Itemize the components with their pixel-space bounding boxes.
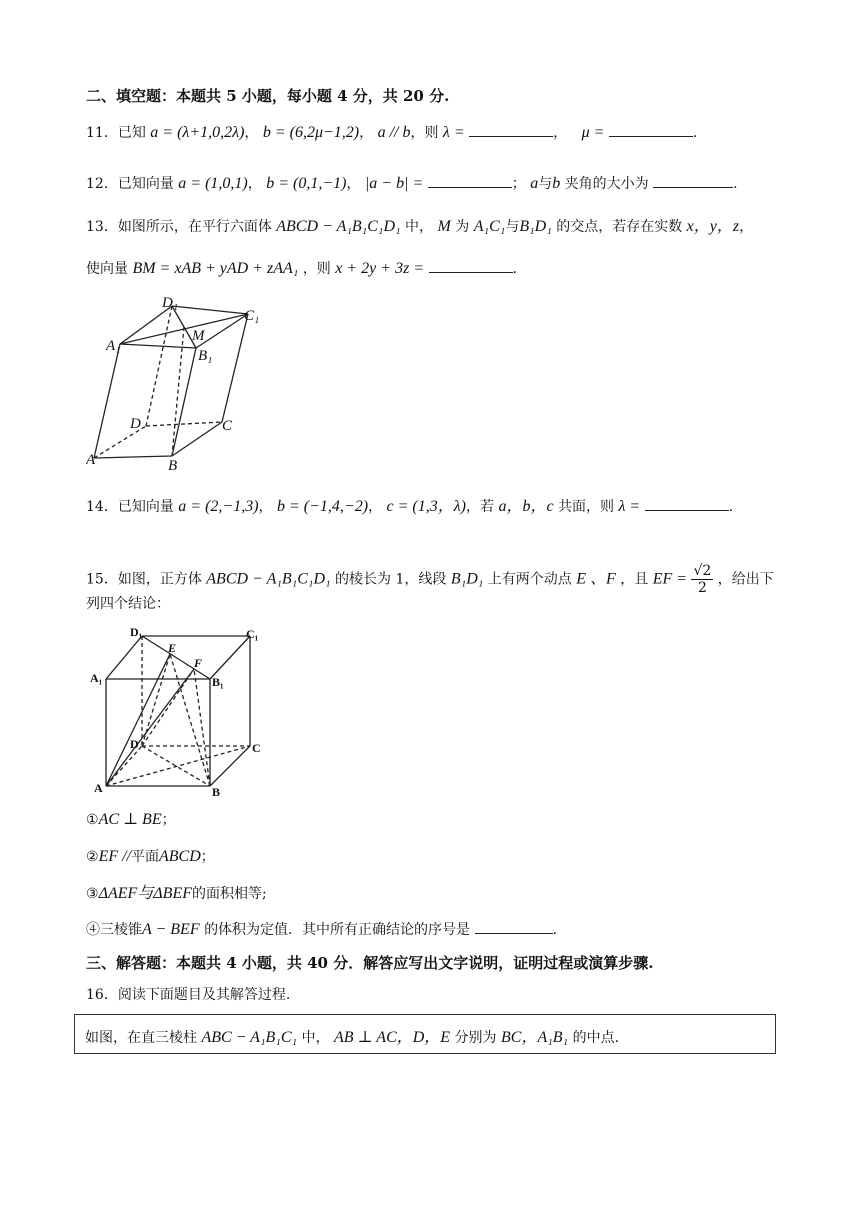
label-a: A (94, 781, 103, 795)
q13-dot: . (512, 261, 517, 277)
c1-end: ； (161, 812, 176, 828)
q13-b1d1: B₁D₁ (519, 218, 552, 235)
q12-vector-b: b = (0,1,−1) (266, 175, 347, 192)
q15-ef-eq: EF = (652, 570, 688, 588)
c1-formula: AC ⊥ BE (98, 811, 162, 828)
label-c: C (222, 418, 233, 434)
q12-angle-text: 夹角的大小为 (564, 176, 649, 192)
question-13-line-2 (86, 258, 517, 279)
q11-then: ，则 (410, 125, 439, 141)
conclusion-1 (86, 810, 176, 830)
q15-edge-text: 的棱长为 1，线段 (335, 571, 447, 588)
q14-dot: . (728, 499, 734, 515)
q11-lambda-blank[interactable] (469, 122, 553, 137)
label-b1: B₁ (212, 675, 224, 689)
q15-and: ，且 (620, 571, 649, 588)
q14-coplanar: 共面，则 (558, 499, 614, 515)
segment-d-e-hidden (142, 654, 170, 746)
label-d1: D₁ (162, 296, 179, 311)
label-a: A (86, 452, 96, 468)
label-a1: A₁ (106, 338, 121, 354)
label-d: D (130, 416, 141, 432)
c2-formula: EF // (98, 848, 131, 865)
box-solid: ABC − A₁B₁C₁ (201, 1029, 298, 1046)
q12-difference-blank[interactable] (428, 173, 512, 188)
q14-vector-a: a = (2,−1,3) (178, 498, 259, 515)
label-b: B (212, 785, 221, 799)
c3-number: ③ (86, 886, 99, 902)
c4-end: 的体积为定值．其中所有正确结论的序号是 (204, 922, 471, 938)
q11-mu-blank[interactable] (609, 122, 693, 137)
cube-figure (90, 624, 270, 802)
q13-then: ，则 (302, 261, 331, 277)
c2-plane: 平面 (131, 849, 159, 865)
c3-formula: ΔAEF与ΔBEF (98, 885, 192, 902)
edge-a-d-hidden (106, 746, 142, 786)
section-3-heading: 三、解答题：本题共 4 小题，共 40 分．解答应写出文字说明，证明过程或演算步骤. (86, 954, 654, 972)
question-12: 12．已知向量 a = (1,0,1)， b = (0,1,−1)， |a − b| = ； a与b 夹角的大小为 . (86, 175, 738, 192)
parallelepiped-figure (86, 296, 276, 476)
q11-condition: a // b (377, 124, 411, 141)
c1-number: ① (86, 812, 99, 828)
segment-b-f-hidden (194, 669, 210, 786)
q13-a1c1: A₁C₁ (473, 218, 506, 235)
q14-vector-c: c = (1,3，λ) (386, 498, 466, 515)
box-end: 的中点. (572, 1030, 620, 1046)
q13-variables: x，y，z (686, 218, 740, 235)
problem-box (74, 1014, 776, 1054)
c4-dot: . (552, 922, 557, 938)
q13-mid: 中， (405, 219, 434, 235)
q14-blank[interactable] (645, 496, 729, 511)
c2-end: ； (200, 849, 215, 865)
box-pre: 如图，在直三棱柱 (85, 1030, 197, 1046)
box-perpendicular: AB ⊥ AC，D，E (334, 1029, 451, 1046)
q11-vector-b: b = (6,2μ−1,2) (262, 124, 360, 141)
edge-b-c (172, 422, 222, 456)
q13-and: 与 (505, 219, 520, 235)
label-f: F (194, 656, 203, 670)
box-seg-pre: 分别为 (454, 1030, 497, 1046)
q13-prefix: 13．如图所示，在平行六面体 (86, 219, 272, 235)
edge-a-b (94, 456, 172, 458)
label-b: B (168, 458, 178, 474)
q15-fraction-denominator: 2 (697, 580, 707, 596)
q15-blank[interactable] (475, 919, 553, 934)
question-11: 11．已知 a = (λ+1,0,2λ)， b = (6,2μ−1,2)， a // b，则 λ = ， μ = . (86, 124, 698, 141)
q15-e-f: E 、F (576, 570, 616, 588)
q14-vector-b: b = (−1,4,−2) (276, 498, 369, 515)
label-c: C (252, 741, 261, 755)
edge-a1-b1 (120, 344, 196, 348)
q13-sum: x + 2y + 3z = (335, 260, 425, 277)
q13-blank[interactable] (429, 258, 513, 273)
q14-prefix: 14．已知向量 (86, 499, 174, 515)
q12-vector-a: a = (1,0,1) (178, 175, 248, 192)
q14-vectors: a，b，c (498, 498, 554, 515)
label-d1: D₁ (130, 625, 143, 639)
label-b1: B₁ (198, 348, 213, 364)
q15-segment: B₁D₁ (450, 570, 484, 588)
q13-intersection-text: 的交点，若存在实数 (556, 219, 683, 235)
q13-vector-text: 使向量 (86, 261, 128, 277)
q13-expression: BM = xAB + yAD + zAA₁ (132, 260, 299, 277)
edge-d1-c1 (172, 306, 248, 314)
edge-c1-b1 (210, 636, 250, 679)
q14-lambda-label: λ = (618, 498, 641, 515)
q11-prefix: 11．已知 (86, 125, 146, 141)
c2-abcd: ABCD (159, 848, 201, 865)
label-m: M (192, 328, 205, 344)
q12-angle-blank[interactable] (653, 173, 733, 188)
q14-if: ，若 (465, 499, 494, 515)
edge-b1-b (172, 348, 196, 456)
label-d: D (130, 737, 139, 751)
q15-solid: ABCD − A₁B₁C₁D₁ (206, 570, 331, 588)
q13-solid: ABCD − A₁B₁C₁D₁ (276, 218, 401, 235)
c4-number: ④三棱锥 (86, 922, 142, 938)
question-13-line-1: 13．如图所示，在平行六面体 ABCD − A₁B₁C₁D₁ 中， M 为 A₁C₁与B₁D₁ 的交点，若存在实数 x，y，z， (86, 218, 754, 235)
q13-m: M (437, 218, 451, 235)
conclusion-4 (86, 919, 557, 940)
question-15-line-2: 列四个结论： (86, 596, 170, 612)
conclusion-2 (86, 847, 215, 867)
label-c1: C₁ (244, 308, 260, 324)
q13-is: 为 (455, 219, 470, 235)
diagonal-a-c-hidden (106, 746, 250, 786)
edge-c1-c (222, 314, 248, 422)
c2-number: ② (86, 849, 99, 865)
section-2-heading: 二、填空题：本题共 5 小题，每小题 4 分，共 20 分. (86, 87, 450, 105)
q11-lambda-label: λ = (442, 124, 465, 141)
box-mid: 中， (301, 1030, 330, 1046)
segment-a-e (106, 654, 170, 786)
q11-dot: . (692, 125, 698, 141)
c4-formula: A − BEF (142, 921, 200, 938)
edge-d1-d-hidden (146, 306, 172, 426)
q11-vector-a: a = (λ+1,0,2λ) (150, 124, 245, 141)
question-16: 16．阅读下面题目及其解答过程. (86, 987, 291, 1003)
q15-fraction-numerator: √2 (693, 563, 712, 579)
q12-b-symbol: b (552, 175, 561, 192)
box-segments: BC，A₁B₁ (501, 1029, 569, 1046)
question-15-line-1 (86, 563, 774, 596)
q12-a-symbol: a (530, 175, 539, 192)
edge-a1-a (94, 344, 120, 458)
question-14: 14．已知向量 a = (2,−1,3)， b = (−1,4,−2)， c = (1,3，λ)，若 a，b，c 共面，则 λ = . (86, 498, 734, 515)
q15-points-text: 上有两个动点 (487, 571, 572, 588)
label-e: E (168, 641, 177, 655)
label-a1: A₁ (90, 671, 103, 685)
label-c1: C₁ (246, 627, 259, 641)
q12-difference: |a − b| = (364, 175, 424, 192)
conclusion-3 (86, 884, 267, 904)
q15-tail: ，给出下 (717, 571, 774, 588)
q15-fraction (691, 563, 713, 596)
q12-semicolon: ； (511, 176, 526, 192)
q15-prefix: 15．如图，正方体 (86, 571, 202, 588)
q11-mu-label: μ = (581, 124, 605, 141)
q12-prefix: 12．已知向量 (86, 176, 174, 192)
segment-d-f-hidden (142, 669, 194, 746)
edge-d1-a1 (106, 636, 142, 679)
c3-end: 的面积相等; (192, 886, 267, 902)
edge-d-c-hidden (146, 422, 222, 426)
q12-dot: . (733, 176, 738, 192)
